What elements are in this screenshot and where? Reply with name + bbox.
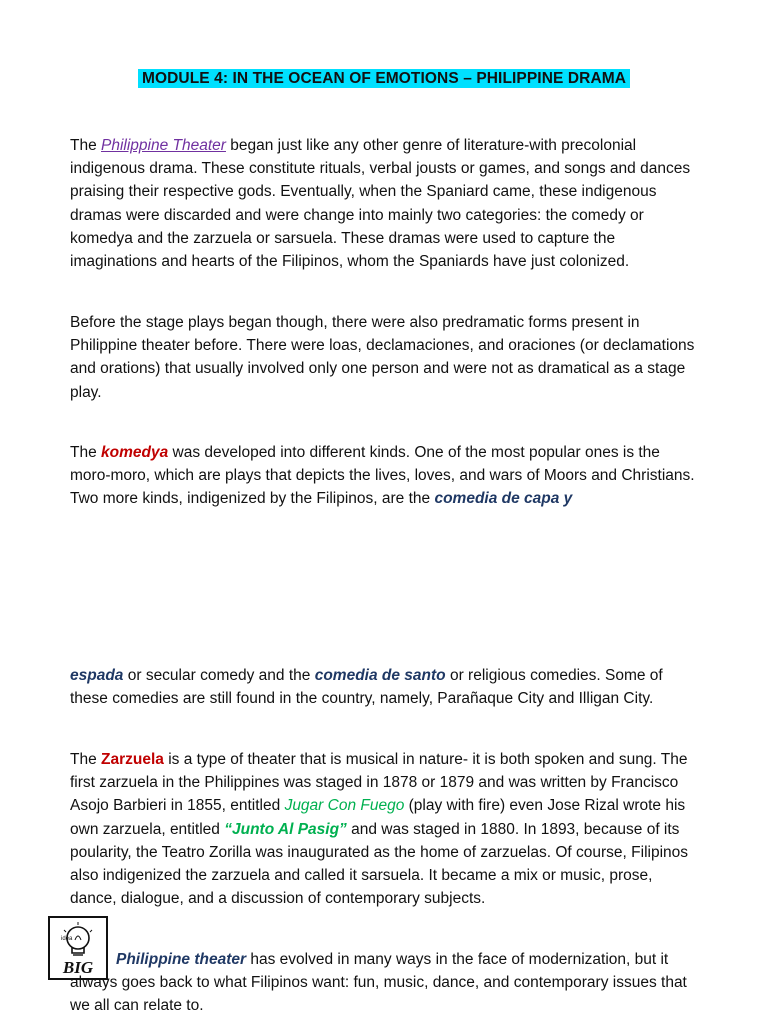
philippine-theater-term: Philippine theater [116,951,247,968]
komedya-term: komedya [101,444,169,461]
module-title [0,70,768,88]
paragraph-intro [70,134,700,273]
jugar-con-fuego-title: Jugar Con Fuego [284,797,405,815]
espada-term: espada [70,667,124,684]
junto-al-pasig-title: “Junto Al Pasig” [224,820,347,838]
text: The [70,444,102,461]
text: was developed into different kinds. One of the most popular ones is the moro-moro, which are plays that depicts the lives, loves, and wars of Moors and Christians. Two more kinds, indigenized by the Filipinos, are the [70,444,695,508]
paragraph-comedies [70,664,700,710]
paragraph-predramatic: Before the stage plays began though, there were also predramatic forms present in Philippine theater before. There were loas, declamaciones, and oraciones (or declamations and orations) that usually involved only one person and were not as dramatical as a stage play. [70,314,695,401]
logo-small-text: idea [61,936,73,942]
text: has evolved in many ways in the face of modernization, but it always goes back to what Filipinos want: fun, music, dance, and contemporary issues that we all can relate to. [70,951,687,1015]
text: The [70,751,102,768]
module-title-text: MODULE 4: IN THE OCEAN OF EMOTIONS – PHILIPPINE DRAMA [138,69,630,88]
paragraph-conclusion [70,948,700,1018]
text: or religious comedies. Some of these comedies are still found in the country, namely, Parañaque City and Illigan City. [70,667,663,708]
zarzuela-term: Zarzuela [101,751,164,768]
paragraph-zarzuela [70,748,700,910]
text: began just like any other genre of literature-with precolonial indigenous drama. These constitute rituals, verbal jousts or games, and songs and dances praising their respective gods. Eventually, when the Spaniard came, these indigenous dramas were discarded and were change into mainly two categories: the comedy or komedya and the zarzuela or sarsuela. These dramas were used to capture the imaginations and hearts of the Filipinos, whom the Spaniards have just colonized. [70,137,691,271]
logo-word: BIG [62,958,94,977]
text: is a type of theater that is musical in nature- it is both spoken and sung. The first zarzuela in the Philippines was staged in 1878 or 1879 and was written by Francisco Asojo Barbieri in 1855, entitled [70,751,688,815]
comedia-de-capa-term: comedia de capa y [434,490,573,508]
comedia-de-santo-term: comedia de santo [314,667,446,684]
philippine-theater-link[interactable]: Philippine Theater [101,137,226,154]
text: or secular comedy and the [123,667,315,684]
text: and was staged in 1880. In 1893, because of its poularity, the Teatro Zorilla was inaugurated as the home of zarzuelas. Of course, Filipinos also indigenized the zarzuela and called it sarsuela. It became a mix or music, prose, dance, dialogue, and a discussion of contemporary subjects. [70,820,689,908]
text: The [70,137,102,154]
paragraph-komedya [70,441,700,511]
text: (play with fire) even Jose Rizal wrote his own zarzuela, entitled [70,797,686,838]
